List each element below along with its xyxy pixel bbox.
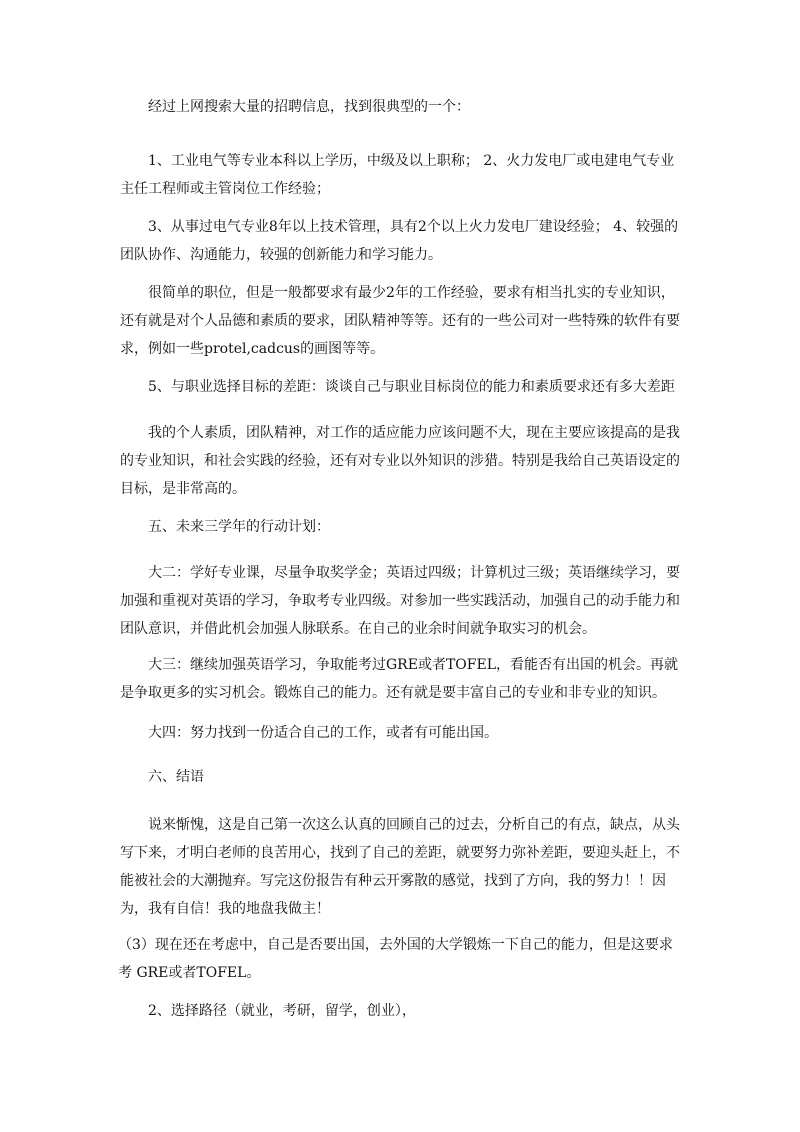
paragraph-intro: 经过上网搜索大量的招聘信息，找到很典型的一个： bbox=[148, 99, 470, 115]
paragraph-junior-plan: 大三：继续加强英语学习，争取能考过GRE或者TOFEL，看能否有出国的机会。再就是争取更多的实习机会。锻炼自己的能力。还有就是要丰富自己的专业和非专业的知识。 bbox=[120, 657, 678, 701]
paragraph-senior-plan: 大四：努力找到一份适合自己的工作，或者有可能出国。 bbox=[148, 725, 498, 741]
paragraph-personal-quality: 我的个人素质，团队精神，对工作的适应能力应该问题不大，现在主要应该提高的是我的专业知识，和社会实践的经验，还有对专业以外知识的涉猎。特别是我给自己英语设定的目标，是非常高的。 bbox=[120, 425, 680, 497]
heading-conclusion: 六、结语 bbox=[148, 769, 204, 785]
paragraph-gap-heading: 5、与职业选择目标的差距：谈谈自己与职业目标岗位的能力和素质要求还有多大差距 bbox=[148, 379, 675, 395]
heading-action-plan: 五、未来三学年的行动计划： bbox=[148, 519, 330, 535]
paragraph-requirements-3-4: 3、从事过电气专业8年以上技术管理，具有2个以上火力发电厂建设经验； 4、较强的团队协作、沟通能力，较强的创新能力和学习能力。 bbox=[120, 219, 679, 263]
paragraph-sophomore-plan: 大二：学好专业课，尽量争取奖学金；英语过四级；计算机过三级；英语继续学习，要加强和重视对英语的学习，争取考专业四级。对参加一些实践活动，加强自己的动手能力和团队意识，并借此机会加强人脉联系。在自己的业余时间就争取实习的机会。 bbox=[120, 565, 680, 637]
paragraph-path-choice: 2、选择路径（就业，考研，留学，创业）， bbox=[148, 1003, 416, 1019]
paragraph-job-analysis: 很简单的职位，但是一般都要求有最少2年的工作经验，要求有相当扎实的专业知识，还有就是对个人品德和素质的要求，团队精神等等。还有的一些公司对一些特殊的软件有要求，例如一些protel,cadcus的画图等等。 bbox=[120, 285, 680, 357]
paragraph-requirements-1-2: 1、工业电气等专业本科以上学历，中级及以上职称； 2、火力发电厂或电建电气专业主任工程师或主管岗位工作经验； bbox=[120, 153, 675, 197]
paragraph-study-abroad: （3）现在还在考虑中，自己是否要出国，去外国的大学锻炼一下自己的能力，但是这要求考 GRE或者TOFEL。 bbox=[118, 937, 673, 981]
paragraph-conclusion: 说来惭愧，这是自己第一次这么认真的回顾自己的过去，分析自己的有点，缺点，从头写下来，才明白老师的良苦用心，找到了自己的差距，就要努力弥补差距，要迎头赶上，不能被社会的大潮抛弃。写完这份报告有种云开雾散的感觉，找到了方向，我的努力！！因为，我有自信！我的地盘我做主！ bbox=[120, 817, 680, 917]
